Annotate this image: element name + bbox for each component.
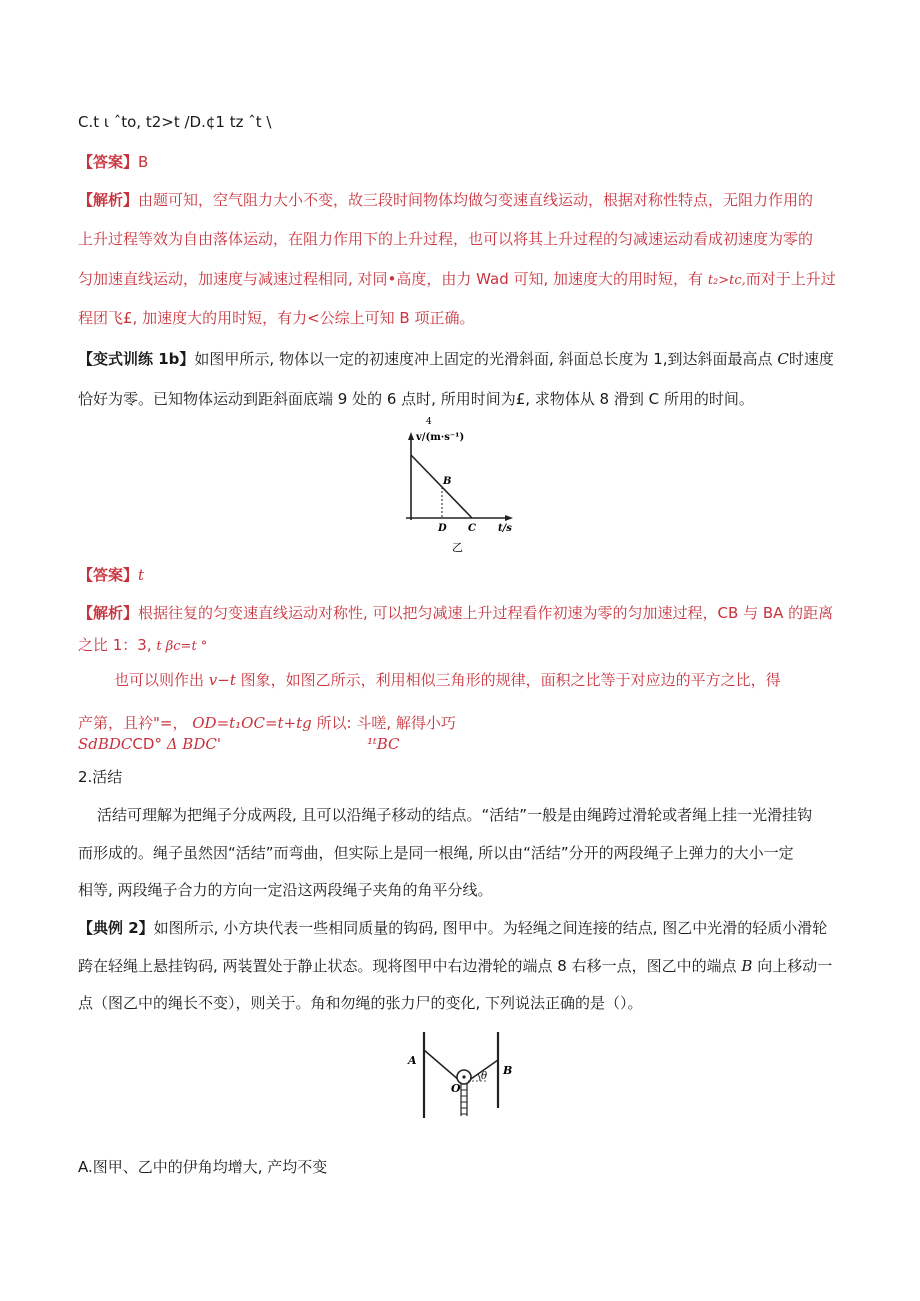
analysis-2-line-2 (78, 635, 207, 657)
analysis-text: 匀加速直线运动，加速度与减速过程相同, 对同•高度，由力 Wad 可知, 加速度大的用时短，有 (78, 270, 704, 288)
section-para-3: 相等, 两段绳子合力的方向一定沿这两段绳子夹角的角平分线。 (78, 881, 493, 899)
analysis-formula: SdBDC (78, 735, 133, 753)
label-o: O (451, 1082, 461, 1095)
analysis-text: 而对于上升过 (745, 270, 836, 288)
analysis-formula: v−t (208, 671, 236, 689)
graph-caption: 乙 (452, 541, 463, 554)
option-c: C.t ι ˆto, t2>t /D.¢1 tz ˆt \ (78, 113, 272, 131)
analysis-text: 产第，且衿"=， (78, 714, 188, 732)
example-text: 如图所示, 小方块代表一些相同质量的钩码, 图甲中。为轻绳之间连接的结点, 图乙中光滑的轻质小滑轮 (153, 919, 828, 937)
point-d-label: D (438, 523, 447, 534)
analysis-label: 【解析】 (78, 191, 139, 209)
x-axis-arrow (505, 515, 513, 521)
analysis-formula: OD=t₁OC=t+tg (192, 714, 312, 732)
point-c-label: C (468, 523, 476, 534)
x-axis-label: t/s (498, 523, 512, 534)
answer-2 (78, 565, 144, 585)
analysis-1-line-2: 上升过程等效为自由落体运动，在阻力作用下的上升过程，也可以将其上升过程的匀减速运动看成初速度为零的 (78, 230, 814, 248)
angle-arc (478, 1074, 480, 1081)
pulley-diagram (400, 1030, 530, 1140)
analysis-2-line-3 (114, 670, 781, 690)
variant-label: 【变式训练 1b】 (78, 350, 195, 368)
analysis-2-line-5 (78, 734, 221, 754)
section-para-2: 而形成的。绳子虽然因“活结”而弯曲，但实际上是同一根绳, 所以由“活结”分开的两段绳子上弹力的大小一定 (78, 844, 794, 862)
pulley-figure (400, 1030, 530, 1140)
variant-text: 如图甲所示, 物体以一定的初速度冲上固定的光滑斜面, 斜面总长度为 1,到达斜面最高点 (194, 350, 773, 368)
example-2-line-3: 点（图乙中的绳长不变），则关于。角和勿绳的张力尸的变化, 下列说法正确的是（）。 (78, 994, 643, 1012)
analysis-label: 【解析】 (78, 604, 139, 622)
analysis-1-line-1 (78, 190, 813, 210)
rope-left (424, 1050, 460, 1081)
section-title: 2.活结 (78, 768, 123, 786)
vt-graph-figure (380, 410, 540, 560)
analysis-text: 图象，如图乙所示，利用相似三角形的规律，面积之比等于对应边的平方之比，得 (240, 671, 781, 689)
analysis-text: 所以: 斗嗟, 解得小巧 (316, 714, 456, 732)
analysis-formula: ° Δ BDC' (154, 735, 221, 753)
answer-label: 【答案】 (78, 153, 139, 171)
label-a: A (408, 1054, 417, 1067)
section-para-1: 活结可理解为把绳子分成两段, 且可以沿绳子移动的结点。“活结”一般是由绳跨过滑轮或者绳上挂一光滑挂钩 (97, 806, 813, 824)
example-2-line-2 (78, 956, 832, 976)
example-point-b: B (741, 957, 753, 975)
answer-label: 【答案】 (78, 566, 139, 584)
analysis-1-line-4: 程团飞£, 加速度大的用时短，有力<公综上可知 B 项正确。 (78, 309, 475, 327)
analysis-1-line-3 (78, 269, 836, 291)
analysis-formula: t₂>tc, (707, 273, 746, 288)
analysis-text: 之比 1：3, (78, 636, 152, 654)
answer-value: t (138, 566, 145, 584)
analysis-text: 根据往复的匀变速直线运动对称性, 可以把匀减速上升过程看作初速为零的匀加速过程，CB 与 BA 的距离 (138, 604, 834, 622)
y-axis-arrow (408, 432, 414, 440)
variant-line-2: 恰好为零。已知物体运动到距斜面底端 9 处的 6 点时, 所用时间为£, 求物体从 8 滑到 C 所用的时间。 (78, 390, 754, 408)
analysis-formula: CD (132, 735, 155, 753)
analysis-2-line-1 (78, 603, 833, 623)
analysis-2-line-4 (78, 713, 456, 733)
analysis-formula: t βc=t ° (156, 639, 208, 654)
page-number: 4 (426, 417, 432, 427)
variant-text: 时速度 (788, 350, 834, 368)
answer-1 (78, 152, 148, 172)
y-axis-label: v/(m·s⁻¹) (416, 432, 465, 443)
answer-value: B (138, 153, 149, 171)
option-a: A.图甲、乙中的伊角均增大, 产均不变 (78, 1158, 328, 1176)
analysis-text: 也可以则作出 (114, 671, 205, 689)
vt-graph (380, 410, 540, 560)
example-text: 跨在轻绳上悬挂钩码, 两装置处于静止状态。现将图甲中右边滑轮的端点 8 右移一点，图乙中的端点 (78, 957, 737, 975)
variant-point-c: C (777, 350, 789, 368)
label-b: B (503, 1064, 513, 1077)
analysis-text: 由题可知，空气阻力大小不变，故三段时间物体均做匀变速直线运动，根据对称性特点，无阻力作用的 (138, 191, 814, 209)
variant-line-1 (78, 349, 834, 369)
example-2-line-1 (78, 918, 827, 938)
example-text: 向上移动一 (757, 957, 833, 975)
label-theta: θ (481, 1071, 488, 1082)
analysis-2-formula-bc: ¹ᵗBC (367, 735, 400, 753)
point-b-label: B (443, 476, 452, 487)
example-label: 【典例 2】 (78, 919, 154, 937)
pulley-axle (462, 1075, 465, 1078)
